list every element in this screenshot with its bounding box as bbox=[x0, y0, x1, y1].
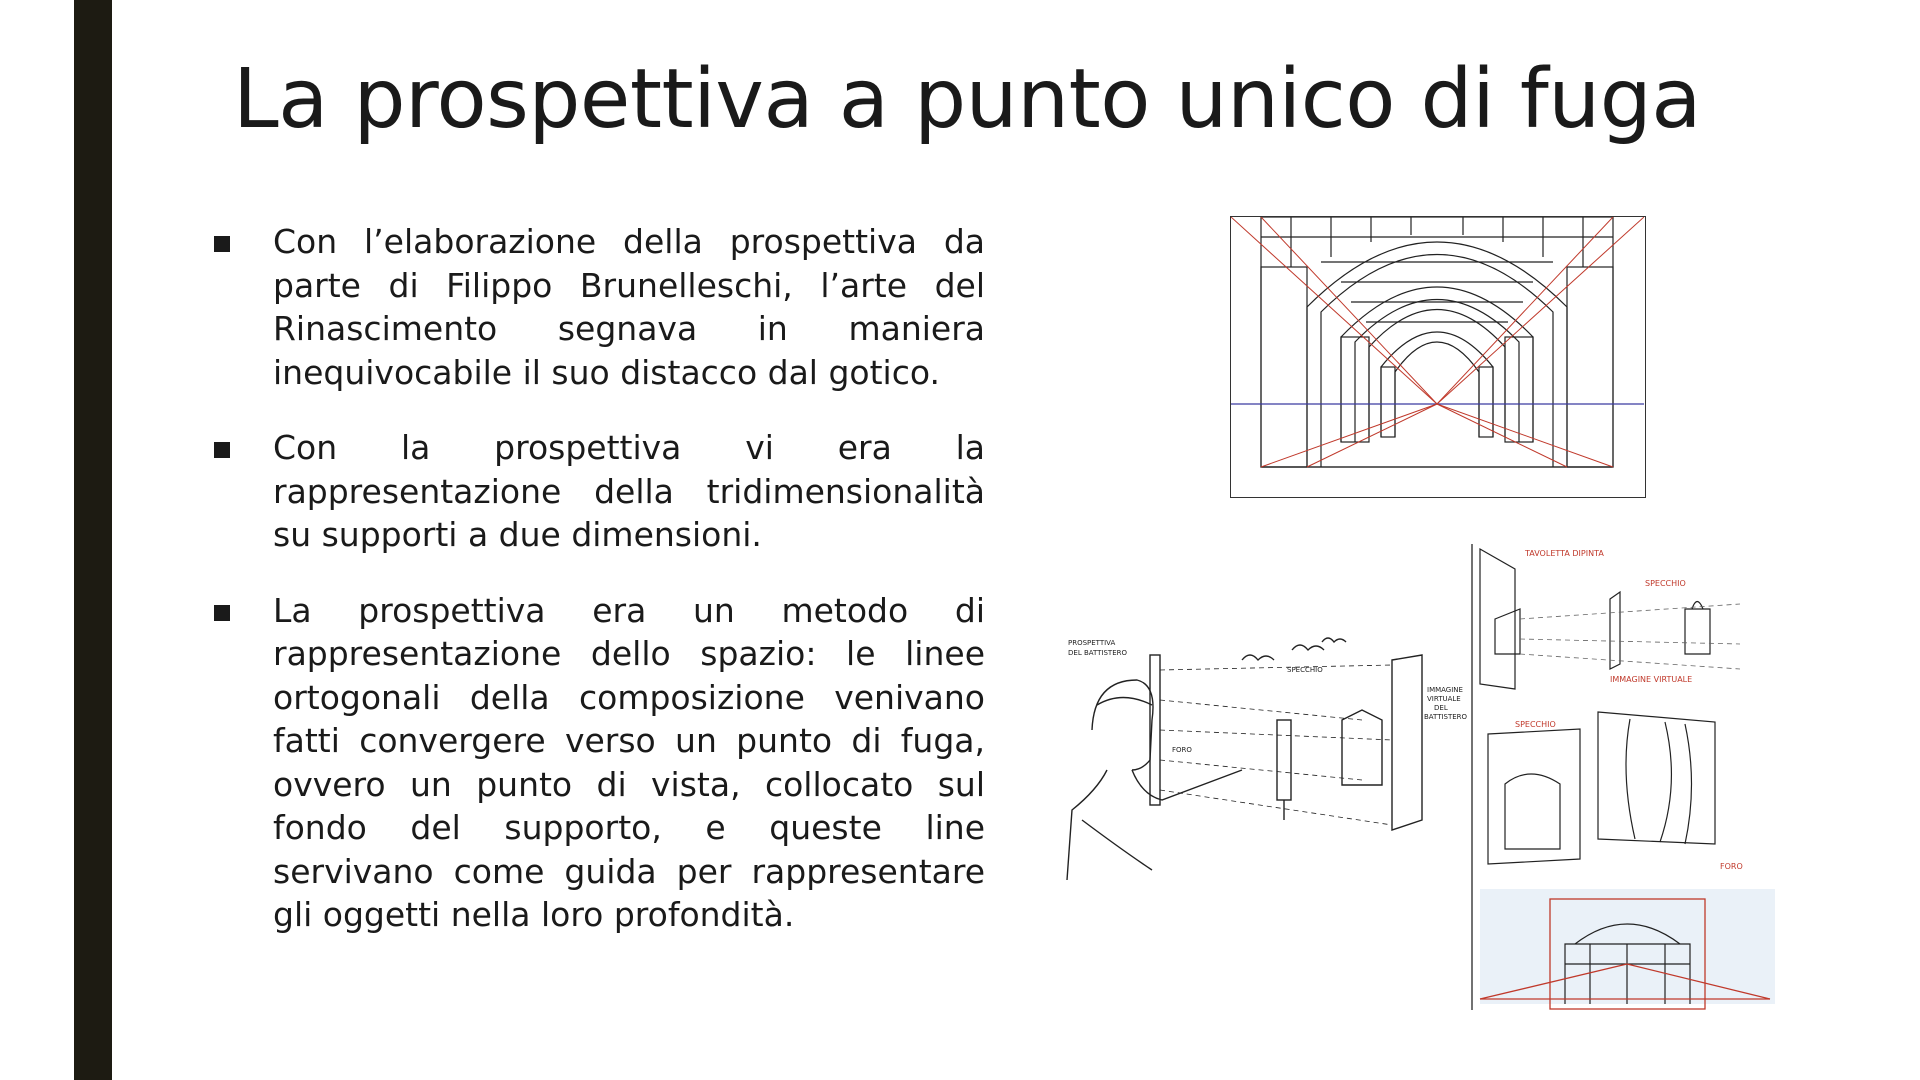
slide-title: La prospettiva a punto unico di fuga bbox=[233, 52, 1702, 147]
label-tavoletta-dipinta: TAVOLETTA DIPINTA bbox=[1525, 549, 1604, 558]
label-specchio: SPECCHIO bbox=[1287, 666, 1323, 674]
bullet-item bbox=[210, 220, 985, 394]
label-specchio-mid: SPECCHIO bbox=[1515, 720, 1556, 729]
arch-perspective-drawing bbox=[1231, 217, 1644, 496]
bullet-text: La prospettiva era un metodo di rappresentazione dello spazio: le linee ortogonali della composizione venivano fatti convergere verso un punto di fuga, ovvero un punto di vista, collocato sul fondo del supporto, e queste line servivano come guida per rappresentare gli oggetti nella loro profondità. bbox=[273, 590, 985, 934]
bullet-text: Con l’elaborazione della prospettiva da parte di Filippo Brunelleschi, l’arte del Rinascimento segnava in maniera inequivocabile il suo distacco dal gotico. bbox=[273, 222, 985, 392]
square-bullet-icon bbox=[214, 236, 230, 252]
label-foro-right: FORO bbox=[1720, 862, 1743, 871]
brunelleschi-experiment-figure bbox=[1062, 620, 1482, 900]
experiment-drawing bbox=[1062, 620, 1482, 900]
square-bullet-icon bbox=[214, 442, 230, 458]
label-del: DEL bbox=[1434, 704, 1448, 712]
battistero-sketches-figure bbox=[1470, 544, 1780, 1014]
arch-perspective-figure bbox=[1230, 216, 1646, 498]
label-foro: FORO bbox=[1172, 746, 1192, 754]
bullet-item bbox=[210, 426, 985, 557]
label-specchio-top: SPECCHIO bbox=[1645, 579, 1686, 588]
left-accent-bar bbox=[74, 0, 112, 1080]
label-virtuale: VIRTUALE bbox=[1427, 695, 1461, 703]
square-bullet-icon bbox=[214, 605, 230, 621]
battistero-sketches-drawing bbox=[1470, 544, 1780, 1014]
label-battistero: BATTISTERO bbox=[1424, 713, 1468, 721]
label-immagine: IMMAGINE bbox=[1427, 686, 1463, 694]
label-del-battistero: DEL BATTISTERO bbox=[1068, 649, 1127, 657]
bullet-list bbox=[210, 220, 985, 969]
label-prospettiva: PROSPETTIVA bbox=[1068, 639, 1116, 647]
label-immagine-virtuale: IMMAGINE VIRTUALE bbox=[1610, 675, 1693, 684]
bullet-text: Con la prospettiva vi era la rappresentazione della tridimensionalità su supporti a due dimensioni. bbox=[273, 428, 985, 554]
bullet-item bbox=[210, 589, 985, 937]
